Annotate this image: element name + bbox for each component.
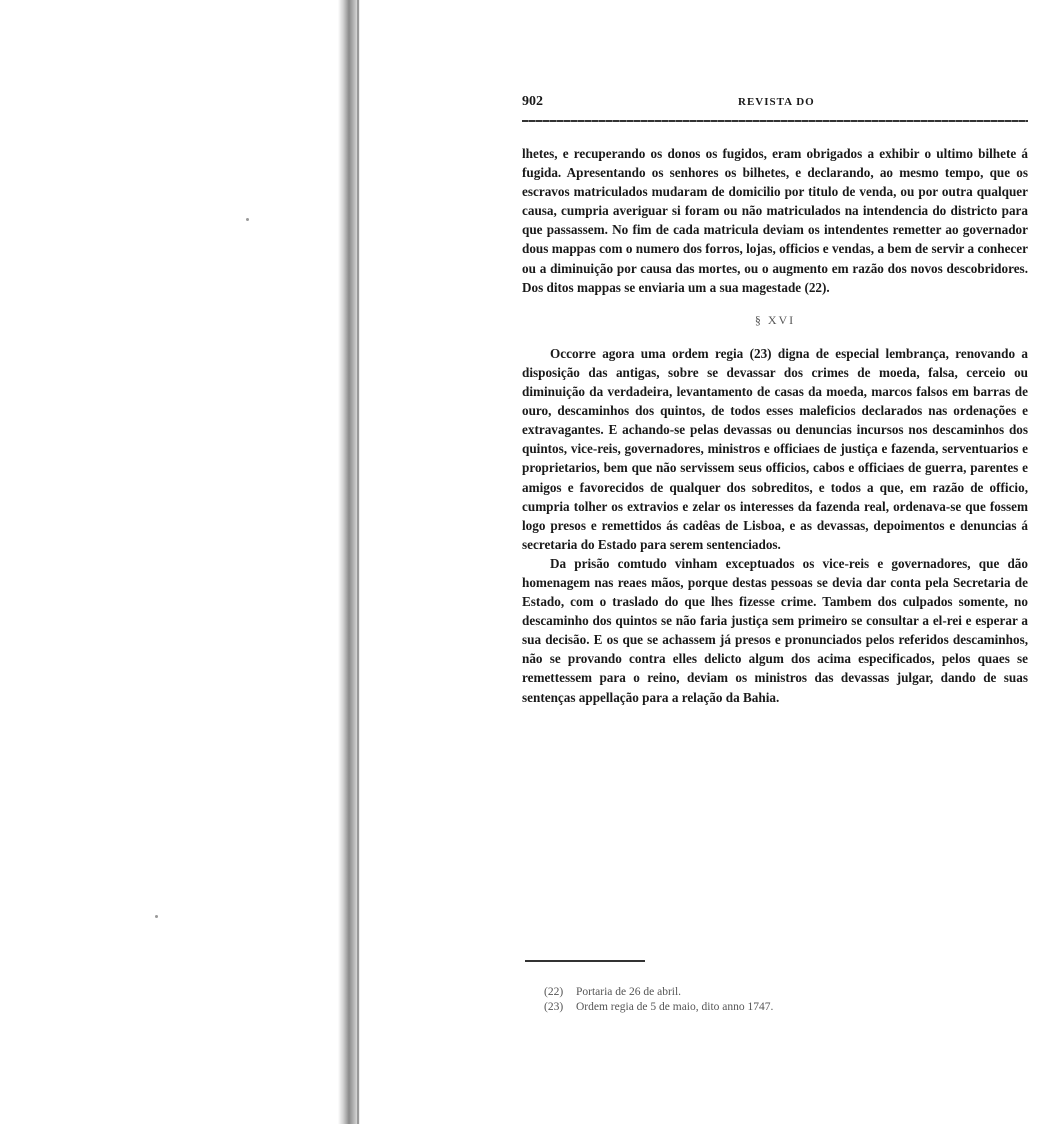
page-body [522, 144, 1028, 707]
page-number: 902 [522, 94, 543, 109]
page-header [522, 90, 1028, 112]
footnote [544, 1000, 1024, 1015]
paper-speck [246, 218, 249, 221]
footnote-rule [525, 960, 645, 962]
paper-speck [155, 915, 158, 918]
footnote-marker: (23) [544, 1001, 564, 1013]
footnote-marker: (22) [544, 986, 564, 998]
paragraph: Da prisão comtudo vinham exceptuados os vice-reis e governadores, que dão homenagem nas reaes mãos, porque destas pessoas se devia dar conta pela Secretaria de Estado, com o traslado do que lhes fizesse crime. Tambem dos culpados somente, no descaminho dos quintos se não faria justiça sem primeiro se consultar a el-rei e esperar a sua decisão. E os que se achassem já presos e pronunciados pelos referidos descaminhos, não se provando contra elles delicto algum dos acima especificados, pelos quaes se remettessem para o reino, deviam os ministros das devassas julgar, dando de suas sentenças appellação para a relação da Bahia. [522, 555, 1028, 705]
running-head: REVISTA DO [738, 96, 815, 108]
book-page [522, 90, 1028, 1013]
gutter-edge [357, 0, 359, 1124]
section-heading: § XVI [754, 312, 796, 327]
footnote-text: Portaria de 26 de abril. [576, 986, 682, 998]
footnotes [544, 985, 1024, 1015]
facing-blank-page [0, 0, 345, 1124]
header-rule [522, 120, 1028, 122]
paragraph: Occorre agora uma ordem regia (23) digna de especial lembrança, renovando a disposição das antigas, sobre se devassar dos crimes de moeda, falsa, cerceio ou diminuição da verdadeira, levantamento de casas da moeda, marcos falsos em barras de ouro, descaminhos dos quintos, de todos esses maleficios declarados nas ordenações e extravagantes. E achando-se pelas devassas ou denuncias incursos nos descaminhos dos quintos, vice-reis, governadores, ministros e officiaes de justiça e fazenda, serventuarios e proprietarios, bem que não servissem seus officios, cabos e officiaes de guerra, parentes e amigos e favorecidos de qualquer dos sobreditos, e todos a que, em razão de officio, cumpria tolher os extravios e zelar os interesses da fazenda real, ordenava-se que fossem logo presos e remettidos ás cadêas de Lisboa, e as devassas, depoimentos e denuncias á secretaria do Estado para serem sentenciados. [522, 345, 1028, 552]
footnote [544, 985, 1024, 1000]
paragraph: lhetes, e recuperando os donos os fugidos, eram obrigados a exhibir o ultimo bilhete á fugida. Apresentando os senhores os bilhetes, e declarando, ao mesmo tempo, que os escravos matriculados mudaram de domicilio por titulo de venda, ou por outra qualquer causa, cumpria averiguar si foram ou não matriculados na intendencia do districto para que passassem. No fim de cada matricula deviam os intendentes remetter ao governador dous mappas com o numero dos forros, lojas, officios e vendas, a bem de servir a conhecer ou a diminuição por causa das mortes, ou o augmento em razão dos novos descobridores. Dos ditos mappas se enviaria um a sua magestade (22). [522, 146, 1028, 295]
footnote-text: Ordem regia de 5 de maio, dito anno 1747. [576, 1001, 774, 1013]
